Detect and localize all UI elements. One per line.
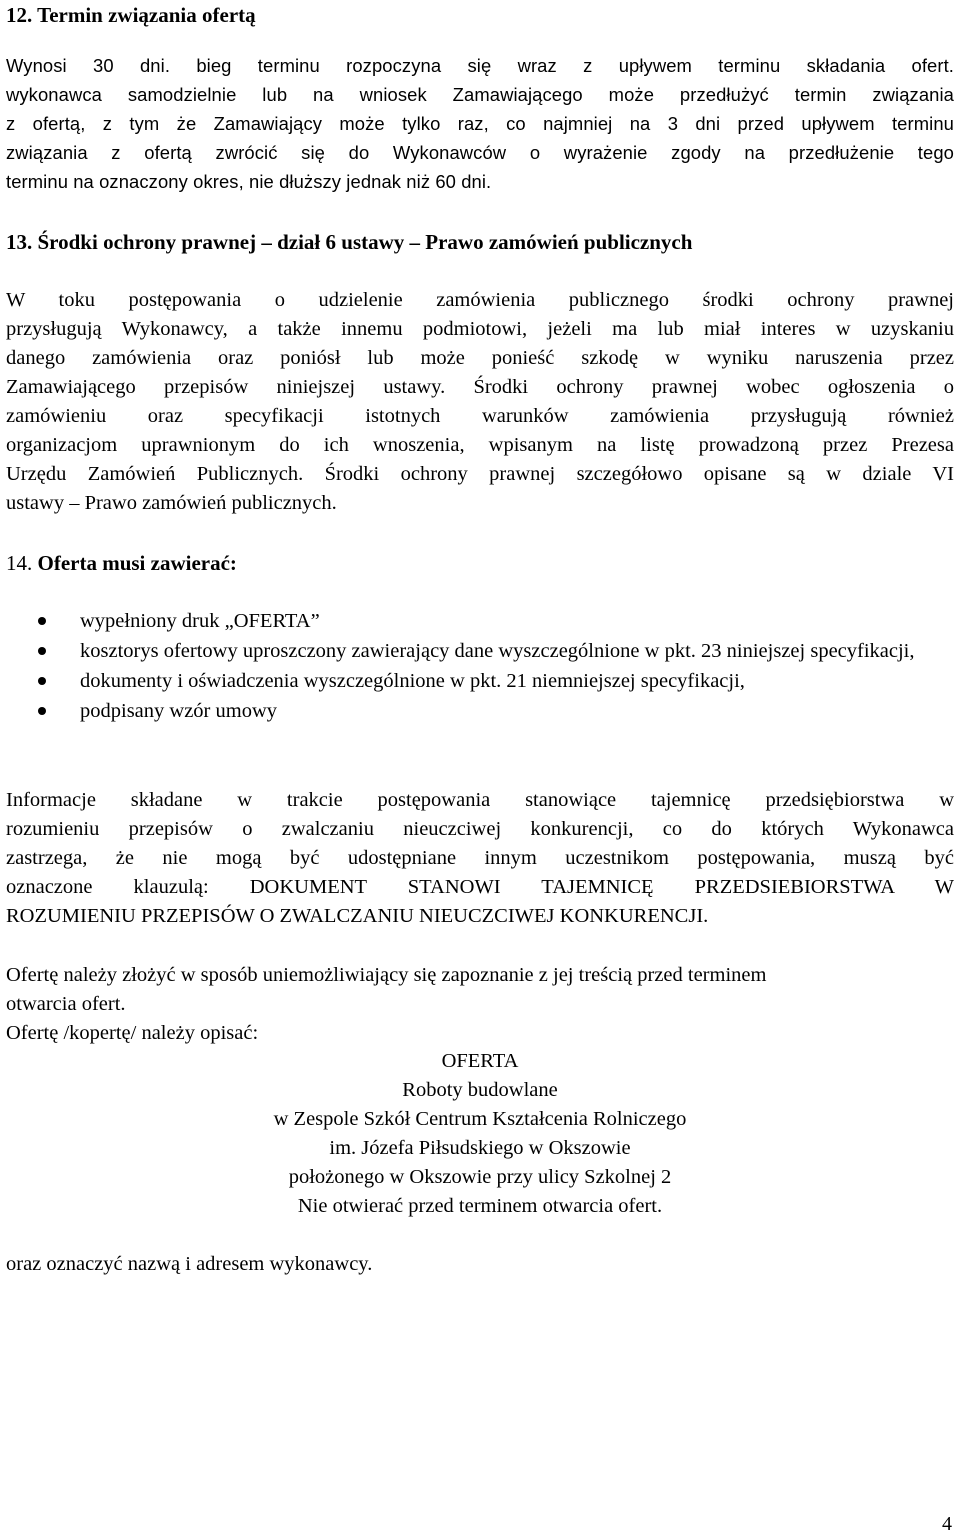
body-line: W toku postępowania o udzielenie zamówienia publicznego środki ochrony prawnej bbox=[6, 289, 954, 311]
list-item: dokumenty i oświadczenia wyszczególnione w pkt. 21 niemniejszej specyfikacji, bbox=[38, 666, 954, 696]
envelope-line: w Zespole Szkół Centrum Kształcenia Rolniczego bbox=[273, 1108, 687, 1130]
section-13-heading: 13. Środki ochrony prawnej – dział 6 ustawy – Prawo zamówień publicznych bbox=[6, 230, 693, 254]
section-14-number: 14. bbox=[6, 551, 33, 575]
body-line: wykonawca samodzielnie lub na wniosek Zamawiającego może przedłużyć termin związania bbox=[6, 84, 954, 105]
page-number: 4 bbox=[942, 1513, 952, 1535]
section-14-title: Oferta musi zawierać: bbox=[37, 551, 237, 575]
body-line: Informacje składane w trakcie postępowania stanowiące tajemnicę przedsiębiorstwa w bbox=[6, 789, 954, 811]
body-line: Zamawiającego przepisów niniejszej ustawy. Środki ochrony prawnej wobec ogłoszenia o bbox=[6, 376, 954, 398]
envelope-line: położonego w Okszowie przy ulicy Szkolnej 2 bbox=[288, 1166, 672, 1188]
envelope-label bbox=[0, 1047, 960, 1221]
body-line: z ofertą, z tym że Zamawiający może tylko raz, co najmniej na 3 dni przed upływem terminu bbox=[6, 113, 954, 134]
offer-footer-line: oraz oznaczyć nazwą i adresem wykonawcy. bbox=[6, 1253, 373, 1275]
envelope-line: Roboty budowlane bbox=[402, 1079, 558, 1101]
offer-submission-paragraph bbox=[6, 961, 954, 1048]
body-line: oznaczone klauzulą: DOKUMENT STANOWI TAJEMNICĘ PRZEDSIEBIORSTWA W bbox=[6, 876, 954, 898]
body-line: rozumieniu przepisów o zwalczaniu nieuczciwej konkurencji, co do których Wykonawca bbox=[6, 818, 954, 840]
body-line: zamówieniu oraz specyfikacji istotnych warunków zamówienia przysługują również bbox=[6, 405, 954, 427]
body-line: organizacjom uprawnionym do ich wnoszenia, wpisanym na listę prowadzoną przez Prezesa bbox=[6, 434, 954, 456]
envelope-line: OFERTA bbox=[441, 1050, 519, 1072]
offer-contents-list bbox=[38, 606, 954, 726]
body-line: otwarcia ofert. bbox=[6, 993, 126, 1015]
list-item: podpisany wzór umowy bbox=[38, 696, 954, 726]
body-line: ROZUMIENIU PRZEPISÓW O ZWALCZANIU NIEUCZCIWEJ KONKURENCJI. bbox=[6, 905, 709, 927]
list-item: kosztorys ofertowy uproszczony zawierający dane wyszczególnione w pkt. 23 niniejszej specyfikacji, bbox=[38, 636, 954, 666]
section-12-heading: 12. Termin związania ofertą bbox=[6, 3, 256, 27]
body-line: związania z ofertą zwrócić się do Wykonawców o wyrażenie zgody na przedłużenie tego bbox=[6, 142, 954, 163]
body-line: Ofertę należy złożyć w sposób uniemożliwiający się zapoznanie z jej treścią przed terminem bbox=[6, 964, 767, 986]
body-line: Urzędu Zamówień Publicznych. Środki ochrony prawnej szczegółowo opisane są w dziale VI bbox=[6, 463, 954, 485]
body-line: Wynosi 30 dni. bieg terminu rozpoczyna się wraz z upływem terminu składania ofert. bbox=[6, 55, 954, 76]
confidential-info-paragraph bbox=[6, 786, 954, 931]
body-line: zastrzega, że nie mogą być udostępniane innym uczestnikom postępowania, muszą być bbox=[6, 847, 954, 869]
section-12-body bbox=[6, 51, 954, 196]
section-13-body bbox=[6, 286, 954, 518]
body-line: terminu na oznaczony okres, nie dłuższy jednak niż 60 dni. bbox=[6, 171, 492, 192]
envelope-line: Nie otwierać przed terminem otwarcia ofert. bbox=[297, 1195, 663, 1217]
envelope-line: im. Józefa Piłsudskiego w Okszowie bbox=[329, 1137, 631, 1159]
section-14-heading bbox=[6, 550, 954, 576]
body-line: Ofertę /kopertę/ należy opisać: bbox=[6, 1022, 259, 1044]
body-line: danego zamówienia oraz poniósł lub może ponieść szkodę w wyniku naruszenia przez bbox=[6, 347, 954, 369]
body-line: ustawy – Prawo zamówień publicznych. bbox=[6, 492, 337, 514]
list-item: wypełniony druk „OFERTA” bbox=[38, 606, 954, 636]
body-line: przysługują Wykonawcy, a także innemu podmiotowi, jeżeli ma lub miał interes w uzyskaniu bbox=[6, 318, 954, 340]
